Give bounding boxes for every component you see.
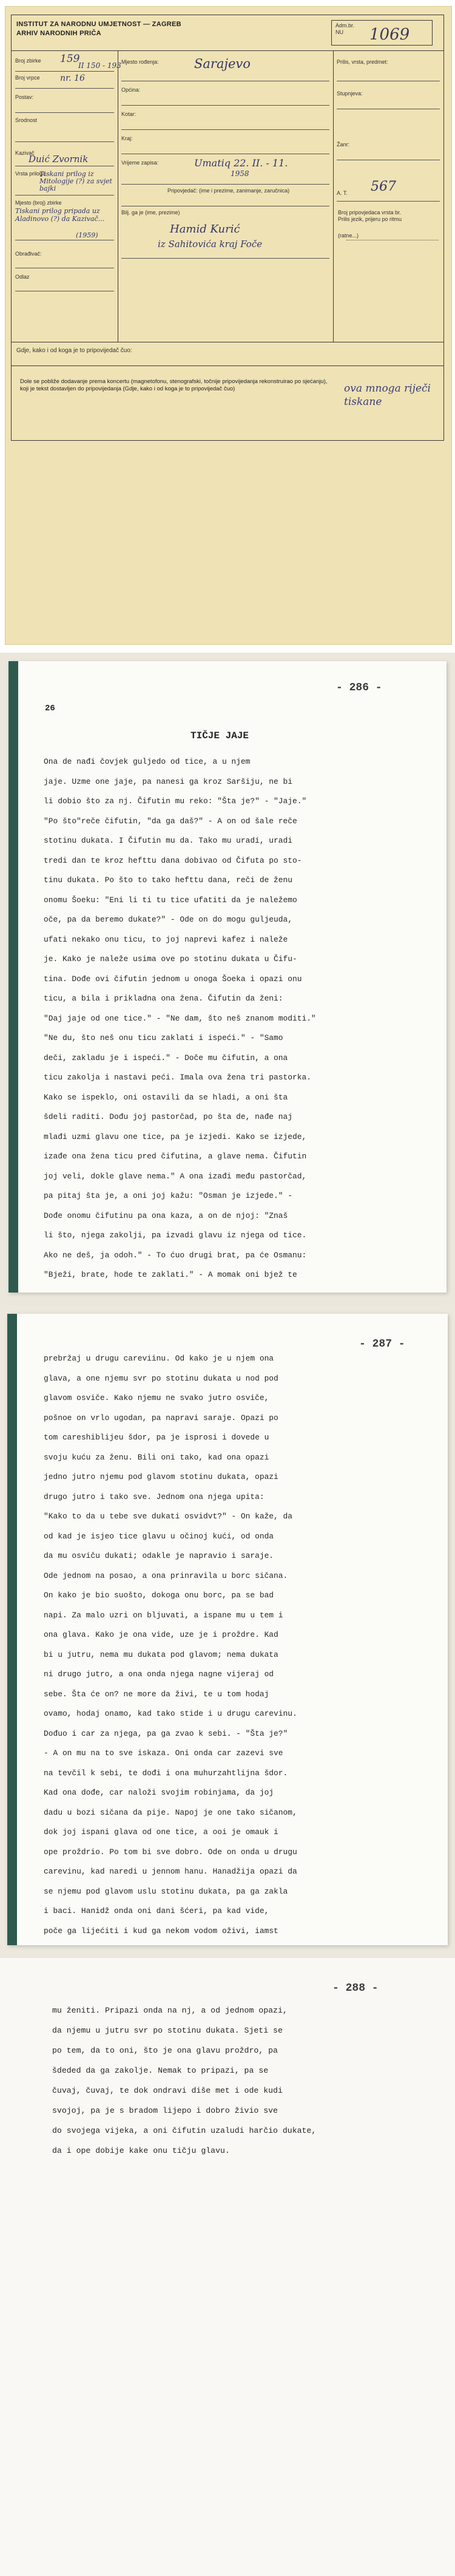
field-label: Pripovjedač: (ime i prezime, zanimanje, zaručnica): [167, 188, 290, 194]
story-title: TIČJE JAJE: [190, 730, 249, 741]
typed-line: "Ne du, što neš onu ticu zaklati i ispeći." - "Samo: [44, 1033, 283, 1042]
typed-line: ope proždrio. Po tom bi sve dobro. Ode on onda u drugu: [44, 1847, 297, 1857]
typed-line: "Bježi, brate, hode te zaklati." - A momak oni bjež te: [44, 1270, 297, 1279]
field-label: Postav:: [15, 94, 34, 100]
typed-line: li što, njega zakolji, pa izvadi glavu iz njega od tice.: [44, 1231, 307, 1240]
typescript-page-2: [7, 1314, 448, 1945]
typed-line: mlađi uzmi glavu one tice, pa je izjedi. Kako se izjede,: [44, 1132, 307, 1141]
admin-label-line: NU: [335, 29, 343, 35]
typed-line: Ako ne deš, ja odoh." - To ćuo drugi brat, pa će Osmanu:: [44, 1250, 307, 1260]
field-label: Kazivač: [15, 150, 35, 156]
typed-line: oče, pa da beremo dukate?" - Ode on do mogu guljeuda,: [44, 915, 292, 924]
typed-line: poče ga lijećiti i kud ga nekom vodom oživi, iamst: [44, 1926, 278, 1935]
typescript-page-2-scan: [0, 1305, 455, 1958]
story-text: [44, 752, 444, 1285]
field-label: Žanr:: [337, 141, 350, 148]
admin-number: 1069: [369, 25, 410, 44]
binding-strip: [8, 661, 18, 1293]
field-label: Gdje, kako i od koga je to pripovijedač čuo:: [16, 347, 132, 354]
field-label: Općina:: [121, 87, 141, 93]
region-field: [121, 135, 329, 154]
card-left-column: [12, 50, 121, 342]
typescript-page-1: [8, 661, 447, 1293]
typed-line: ovamo, hodaj onamo, kad tako stide i u drugu carevinu.: [44, 1709, 297, 1718]
typed-line: na tevčil k sebi, te dođi i ona muhurzahtlijna šdor.: [44, 1768, 288, 1778]
record-time-field: [121, 157, 329, 185]
typed-line: Kad ona dođe, car naloži svojim robinjama, da joj: [44, 1788, 274, 1797]
field-label: Broj vrpce: [15, 75, 40, 81]
typed-line: tom careshiblijeu šdor, pa je isprosi i dovede u: [44, 1433, 269, 1442]
institute-line: INSTITUT ZA NARODNU UMJETNOST — ZAGREB: [16, 21, 181, 28]
index-card: [5, 6, 452, 645]
subject-field: [337, 59, 440, 81]
field-label: Vrijeme zapisa:: [121, 160, 159, 166]
card-footer-note: Dole se pobliže dodavanje prema koncertu (magnetofonu, stenografski, točnije pripovijedanja rekonstruirao po sjećanju), koji je tekst dostavljen do pripovijedanja (Gdje, kako i od koga je to pripovijedač čuo): [20, 378, 328, 392]
field-label: (ratne...): [338, 233, 359, 239]
typed-line: "Daj jaje od one tice." - "Ne dam, što neš znanom moditi.": [44, 1013, 316, 1023]
degrees-field: [337, 90, 440, 109]
genre-field: [337, 141, 440, 160]
field-label: Mjesto (broj) zbirke: [15, 200, 62, 206]
typed-line: šdeli raditi. Dođu joj pastorčad, po šta de, nađe naj: [44, 1112, 292, 1121]
typed-line: ticu, a bila i prikladna ona žena. Čifutin da ženi:: [44, 994, 283, 1003]
field-label: Prilis jezik, prijeru po ritmu: [338, 216, 402, 222]
birthplace-field: [121, 56, 329, 81]
typed-line: mu ženiti. Pripazi onda na nj, a od jednom opazi,: [52, 2006, 288, 2015]
typed-line: glavom osviče. Kako njemu ne svako jutro osviče,: [44, 1393, 269, 1402]
index-card-scan: [0, 0, 455, 653]
typed-line: pošnoe on vrlo ugodan, pa napravi saraje. Opazi po: [44, 1413, 278, 1422]
typed-line: ticu zakolja i nastavi peći. Imala ova žena tri pastorka.: [44, 1073, 311, 1082]
municipality-field: [121, 87, 329, 106]
card-middle-column: [118, 50, 334, 342]
typed-line: tredi dan te kroz hefttu dana dobivao od Čifuta po sto-: [44, 855, 302, 865]
typed-line: Dođuo i car za njega, pa ga zvao k sebi. - "Šta je?": [44, 1728, 288, 1738]
collection-number-field: [15, 53, 121, 72]
handwritten-value: iz Sahitovića kraj Foče: [158, 239, 263, 250]
typed-line: On kako je bio suošto, dokoga onu borc, pa se bad: [44, 1591, 274, 1600]
handwritten-value: II 150 - 193: [78, 61, 121, 70]
handwritten-value: nr. 16: [60, 73, 85, 83]
typed-line: bi u jutru, nema mu dukata pod glavom; nema dukata: [44, 1650, 278, 1659]
typed-line: čuvaj, čuvaj, te dok ondravi diše met i ode kudi: [52, 2086, 283, 2095]
field-label: Kotar:: [121, 111, 136, 117]
typed-line: jaje. Uzme one jaje, pa nanesi ga kroz Saršiju, ne bi: [44, 777, 292, 786]
typed-line: ona glava. Kako je ona vide, uze je i proždre. Kad: [44, 1630, 278, 1639]
contribution-type-field: [15, 171, 114, 195]
typed-line: ni drugo jutro, a ona onda njega nagne vijeraj od: [44, 1670, 274, 1679]
typed-line: dadu u bozi sičana da pije. Napoj je one tako sičanom,: [44, 1807, 297, 1817]
typed-line: po tem, da to oni, što je ona glavu proždro, pa: [52, 2046, 278, 2055]
handwritten-value: Tiskani prilog pripada uz Aladinovo (?) da Kazivač...: [15, 207, 105, 223]
handwritten-value: (1959): [76, 231, 98, 239]
card-header: [12, 15, 443, 51]
typed-line: da mu osviču dukati; odakle je napravio i saraje.: [44, 1551, 274, 1560]
field-label: Odlaz: [15, 274, 30, 280]
handwritten-value: 1958: [231, 169, 249, 178]
typescript-page-3-scan: [0, 1958, 455, 2576]
handwritten-value: Tiskani prilog iz Mitologije (?) za svjet bajki: [39, 170, 112, 192]
field-label: A. T.: [337, 190, 348, 196]
typed-line: šdeded da ga zakolje. Nemak to pripazi, pa se: [52, 2066, 269, 2075]
handwritten-value: 567: [371, 179, 396, 194]
story-text: [44, 1349, 444, 1941]
district-field: [121, 111, 329, 130]
editor-field: [15, 251, 114, 268]
typed-line: glava, a one njemu svr po stotinu dukata u nod pod: [44, 1373, 278, 1383]
storyteller-count-note: [338, 209, 439, 223]
page-number: - 287 -: [359, 1338, 405, 1350]
recorded-by-field: [121, 209, 329, 259]
field-label: Broj zbirke: [15, 58, 41, 64]
typed-line: se njemu pod glavom uslu stotinu dukata, pa ga zakla: [44, 1886, 288, 1896]
admin-number-box: [331, 20, 433, 46]
field-label: Srodnost: [15, 117, 38, 123]
narrator-field: [15, 150, 114, 166]
card-form: [11, 15, 444, 441]
typed-line: jedno jutro njemu pod glavom stotinu dukata, opazi: [44, 1472, 278, 1481]
handwritten-value: Sarajevo: [194, 56, 251, 71]
recording-place-field: [15, 200, 114, 240]
typed-line: do svojega vijeka, a oni čifutin uzaludi harčio dukate,: [52, 2126, 317, 2135]
odlaz-field: [15, 274, 114, 291]
typed-line: Ona de nađi čovjek guljedo od tice, a u njem: [44, 757, 251, 766]
typed-line: da njemu u jutru svr po stotinu dukata. Sjeti se: [52, 2026, 283, 2035]
margin-number: 26: [45, 704, 55, 713]
field-label: Obrađivač:: [15, 251, 42, 257]
handwritten-value: Hamid Kurić: [170, 223, 240, 236]
typescript-page-1-scan: [0, 653, 455, 1305]
typed-line: Ode jednom na posao, a ona prinravila u borc sičana.: [44, 1571, 288, 1580]
field-label: Broj pripovjedaca vrsta br.: [338, 209, 402, 216]
typescript-page-3: [0, 1958, 455, 2576]
typed-line: tinu dukata. Po što to tako hefttu dana, reči de ženu: [44, 875, 292, 885]
typed-line: joj veli, dokle glave nema." A ona izađi među pastorčad,: [44, 1171, 307, 1181]
typed-line: - A on mu na to sve iskaza. Oni onda car zazevi sve: [44, 1748, 283, 1758]
typed-line: ufati nekako onu ticu, to joj naprevi kafez i naleže: [44, 934, 288, 944]
typed-line: sebe. Šta će on? ne more da živi, te u tom hodaj: [44, 1689, 269, 1699]
typed-line: carevinu, kad naredi u jennom hanu. Hanadžija opazi da: [44, 1867, 297, 1876]
typed-line: Dođe onomu čifutinu pa ona kaza, a on de njoj: "Znaš: [44, 1211, 288, 1220]
typed-line: svoju kuću za ženu. Bili oni tako, kad ona opazi: [44, 1452, 269, 1462]
typed-line: od kad je isjeo tice glavu u očinoj kući, od onda: [44, 1531, 274, 1541]
field-label: Kraj:: [121, 135, 133, 141]
field-label: Vrsta priloga: [15, 171, 46, 177]
typed-line: pa pitaj šta je, a oni joj kažu: "Osman je izjede." -: [44, 1191, 292, 1200]
typed-line: Kako se ispeklo, oni ostavili da se hladi, a oni šta: [44, 1092, 288, 1102]
field-label: Prilis, vrsta, predmet:: [337, 59, 388, 65]
postav-field: [15, 94, 114, 113]
typed-line: deči, zakladu je i ispeći." - Doče mu čifutin, a ona: [44, 1053, 288, 1062]
archive-line: ARHIV NARODNIH PRIČA: [16, 30, 101, 37]
srodnost-field: [15, 117, 114, 142]
handwritten-value: Duić Zvornik: [29, 154, 89, 165]
typed-line: svojoj, pa je s bradom lijepo i dobro živio sve: [52, 2106, 278, 2115]
typed-line: onomu Šoeku: "Eni li ti tu tice ufatiti da je naležemo: [44, 895, 297, 905]
typed-line: tina. Dođe ovi čifutin jednom u onoga Šoeka i opazi onu: [44, 974, 302, 984]
typed-line: prebržaj u drugu careviinu. Od kako je u njem ona: [44, 1354, 274, 1363]
binding-strip: [7, 1314, 17, 1945]
page-number: - 288 -: [332, 1982, 379, 1994]
storyteller-field: [121, 188, 329, 206]
institute-name: [16, 20, 181, 38]
typed-line: je. Kako je naleže usima ove po stotinu dukata u Čifu-: [44, 954, 297, 963]
typed-line: da i ope dobije kake onu tičju glavu.: [52, 2146, 230, 2155]
card-right-column: [333, 50, 443, 342]
field-label: Bilj. ga je (ime, prezime): [121, 209, 180, 216]
typed-line: li dobio što za nj. Čifutin mu reko: "Šta je?" - "Jaje.": [44, 797, 307, 806]
admin-label-line: Adm.br.: [335, 22, 355, 29]
tape-number-field: [15, 75, 114, 89]
field-label: Mjesto rođenja:: [121, 59, 159, 65]
typed-line: i baci. Hanidž onda oni dani šćeri, pa kad vide,: [44, 1906, 269, 1915]
aarne-thompson-field: [337, 172, 440, 202]
page-number: - 286 -: [336, 682, 382, 694]
typed-line: izađe ona žena ticu pred čifutina, a glave nema. Čifutin: [44, 1152, 307, 1161]
admin-number-label: [335, 22, 354, 36]
typed-line: dok joj ispani glava od one tice, a ooi je omauk i: [44, 1827, 278, 1837]
field-label: Stupnjeva:: [337, 90, 363, 97]
typed-line: napi. Za malo uzri on bljuvati, a ispane mu u tem i: [44, 1610, 283, 1620]
handwritten-value: Umatiq 22. II. - 11.: [194, 157, 288, 169]
source-row: [12, 342, 443, 366]
typed-line: stotinu dukata. I Čifutin mu da. Tako mu uradi, uradi: [44, 836, 292, 845]
typed-line: "Po što"reče čifutin, "da ga daš?" - A on od šale reče: [44, 816, 297, 826]
story-text: [52, 2000, 440, 2161]
handwritten-value: 159: [60, 53, 80, 65]
handwritten-side-note: ova mnoga riječi tiskane: [344, 382, 431, 408]
typed-line: "Kako to da u tebe sve dukati osvidvt?" - On kaže, da: [44, 1512, 292, 1521]
typed-line: drugo jutro i tako sve. Jednom ona njega upita:: [44, 1492, 265, 1501]
